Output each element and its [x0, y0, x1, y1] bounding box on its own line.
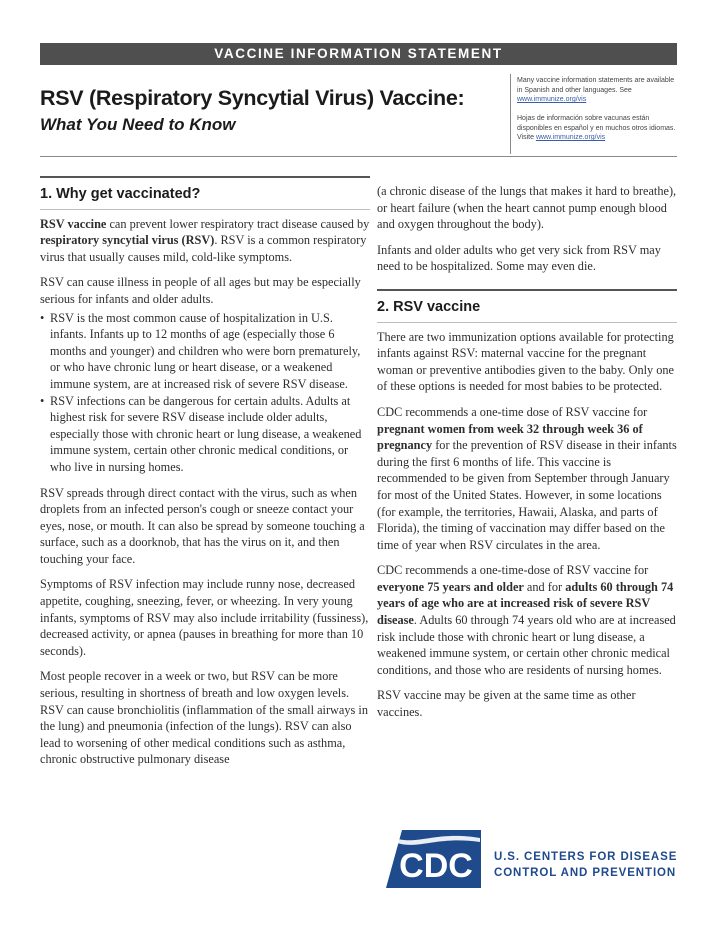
paragraph: (a chronic disease of the lungs that makes it hard to breathe), or heart failure (when the heart cannot pump enough blood and oxygen throughout the body).	[377, 184, 677, 232]
cdc-wordmark: U.S. CENTERS FOR DISEASE CONTROL AND PREVENTION	[494, 851, 678, 879]
left-column	[40, 170, 370, 777]
page-title: RSV (Respiratory Syncytial Virus) Vaccine:	[40, 86, 465, 110]
language-note-spanish: Hojas de información sobre vacunas están disponibles en español y en muchos otros idiomas. Visite www.immunize.org/vis	[517, 115, 676, 142]
vis-banner: VACCINE INFORMATION STATEMENT	[40, 43, 677, 65]
list-item: • RSV is the most common cause of hospitalization in U.S. infants. Infants up to 12 months of age (especially those 6 months and younger) and children who were born prematurely, or who have chronic lung or heart disease, or a weakened immune system, are at increased risk of severe RSV disease.	[40, 310, 370, 393]
paragraph: Most people recover in a week or two, but RSV can be more serious, resulting in shortness of breath and low oxygen levels. RSV can cause bronchiolitis (inflammation of the small airways in the lung) and pneumonia (infection of the lungs). RSV can also lead to worsening of other medical conditions such as asthma, chronic obstructive pulmonary disease	[40, 669, 368, 767]
list-item: • RSV infections can be dangerous for certain adults. Adults at highest risk for severe RSV disease include older adults, especially those with chronic heart or lung disease, a weakened immune system, certain other chronic medical conditions, or who live in nursing homes.	[40, 393, 370, 476]
paragraph: RSV vaccine can prevent lower respiratory tract disease caused by respiratory syncytial virus (RSV). RSV is a common respiratory virus that usually causes mild, cold-like symptoms.	[40, 216, 370, 264]
page-subtitle: What You Need to Know	[40, 115, 236, 134]
paragraph: RSV vaccine may be given at the same time as other vaccines.	[377, 688, 636, 720]
vis-link-english[interactable]: www.immunize.org/vis	[517, 96, 587, 104]
header-rule	[40, 156, 677, 157]
section-heading-vaccine: 2. RSV vaccine	[377, 289, 677, 329]
right-column	[377, 183, 677, 730]
risk-list	[40, 310, 370, 476]
paragraph: Symptoms of RSV infection may include runny nose, decreased appetite, coughing, sneezing, fever, or wheezing. In very young infants, symptoms of RSV may also include irritability (fussiness), decreased activity, or apnea (pauses in breathing for more than 10 seconds).	[40, 577, 369, 658]
vis-link-spanish[interactable]: www.immunize.org/vis	[535, 134, 606, 142]
paragraph: RSV spreads through direct contact with the virus, such as when droplets from an infected person's cough or sneeze contact your eyes, nose, or mouth. It can also be spread by someone touching a surface, such as a doorknob, that has the virus on it, and then touching your face.	[40, 485, 365, 566]
paragraph: RSV can cause illness in people of all ages but may be especially serious for infants and older adults.	[40, 275, 361, 306]
paragraph: Infants and older adults who get very sick from RSV may need to be hospitalized. Some may even die.	[377, 242, 661, 274]
section-heading-why: 1. Why get vaccinated?	[40, 176, 370, 216]
paragraph: There are two immunization options available for protecting infants against RSV: maternal vaccine for the pregnant woman or preventive antibodies given to the baby. Only one of these options is needed for most babies to be protected.	[377, 329, 674, 394]
header-divider	[510, 74, 511, 154]
language-note-english: Many vaccine information statements are available in Spanish and other languages. See www.immunize.org/vis	[517, 77, 675, 104]
cdc-logo-mark: CDC	[399, 847, 473, 885]
paragraph: CDC recommends a one-time-dose of RSV vaccine for everyone 75 years and older and for adults 60 through 74 years of age who are at increased risk of severe RSV disease. Adults 60 through 74 years old who are at increased risk include those with chronic heart or lung disease, a weakened immune system, or certain other chronic medical conditions, and those who are residents of nursing homes.	[377, 563, 676, 677]
cdc-logo-icon	[384, 828, 484, 890]
paragraph: CDC recommends a one-time dose of RSV vaccine for pregnant women from week 32 through week 36 of pregnancy for the prevention of RSV disease in their infants during the first 6 months of life. This vaccine is recommended to be given from September through January for most of the United States. However, in some locations (for example, the territories, Hawaii, Alaska, and parts of Florida), the timing of vaccination may differ based on the time of year when RSV circulates in the area.	[377, 404, 677, 552]
